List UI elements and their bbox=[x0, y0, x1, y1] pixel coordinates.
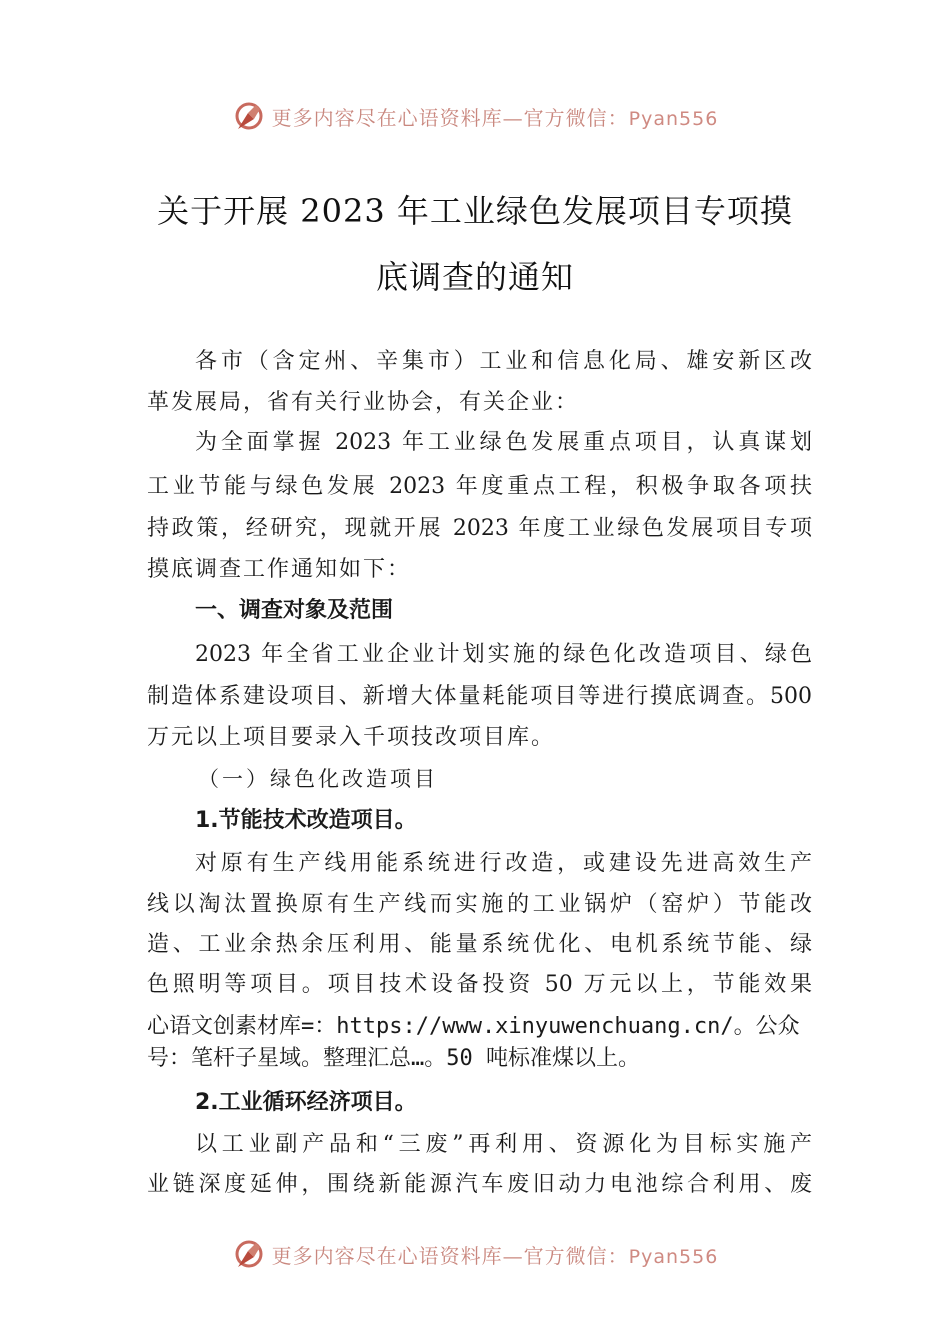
paragraph-line: 摸底调查工作通知如下： bbox=[147, 557, 412, 582]
watermark-footer bbox=[0, 1234, 950, 1274]
paragraph-line: 万元以上项目要录入千项技改项目库。 bbox=[147, 725, 556, 750]
section-heading: 一、调查对象及范围 bbox=[195, 598, 394, 623]
paragraph-line: 色照明等项目。项目技术设备投资 50 万元以上，节能效果 bbox=[147, 972, 812, 997]
paragraph-line: 工业节能与绿色发展 2023 年度重点工程，积极争取各项扶 bbox=[147, 474, 812, 499]
paragraph-line: 为全面掌握 2023 年工业绿色发展重点项目，认真谋划 bbox=[195, 430, 812, 455]
paragraph-line: 制造体系建设项目、新增大体量耗能项目等进行摸底调查。500 bbox=[147, 684, 812, 709]
pen-nib-circle-icon bbox=[232, 99, 266, 133]
paragraph-line: 线以淘汰置换原有生产线而实施的工业锅炉（窑炉）节能改 bbox=[147, 892, 812, 917]
subsection-heading: （一）绿色化改造项目 bbox=[198, 767, 438, 791]
document-title-line-1: 关于开展 2023 年工业绿色发展项目专项摸 bbox=[157, 192, 793, 230]
watermark-wechat-id: Pyan556 bbox=[628, 1245, 719, 1268]
paragraph-line: 各市（含定州、辛集市）工业和信息化局、雄安新区改 bbox=[195, 349, 812, 374]
paragraph-line: 造、工业余热余压利用、能量系统优化、电机系统节能、绿 bbox=[147, 932, 812, 957]
pen-nib-circle-icon bbox=[232, 1237, 266, 1271]
document-title-line-2: 底调查的通知 bbox=[375, 258, 574, 296]
item-heading: 2.工业循环经济项目。 bbox=[195, 1090, 417, 1115]
watermark-text: 更多内容尽在心语资料库—官方微信：Pyan556 bbox=[271, 105, 719, 130]
paragraph-line: 持政策，经研究，现就开展 2023 年度工业绿色发展项目专项 bbox=[147, 516, 812, 541]
watermark-wechat-id: Pyan556 bbox=[628, 107, 719, 130]
paragraph-line: 以工业副产品和“三废”再利用、资源化为目标实施产 bbox=[195, 1132, 812, 1157]
paragraph-line: 革发展局，省有关行业协会，有关企业： bbox=[147, 390, 580, 415]
paragraph-line: 业链深度延伸，围绕新能源汽车废旧动力电池综合利用、废 bbox=[147, 1172, 812, 1197]
paragraph-line: 2023 年全省工业企业计划实施的绿色化改造项目、绿色 bbox=[195, 642, 812, 667]
inserted-text-line: 心语文创素材库=：https://www.xinyuwenchuang.cn/。公众 bbox=[147, 1014, 800, 1039]
item-heading: 1.节能技术改造项目。 bbox=[195, 808, 417, 833]
watermark-header bbox=[0, 96, 950, 136]
paragraph-line: 对原有生产线用能系统进行改造，或建设先进高效生产 bbox=[195, 851, 812, 876]
inserted-text-line: 号：笔杆子星域。整理汇总…。50 吨标准煤以上。 bbox=[147, 1046, 640, 1071]
watermark-text: 更多内容尽在心语资料库—官方微信：Pyan556 bbox=[271, 1243, 719, 1268]
